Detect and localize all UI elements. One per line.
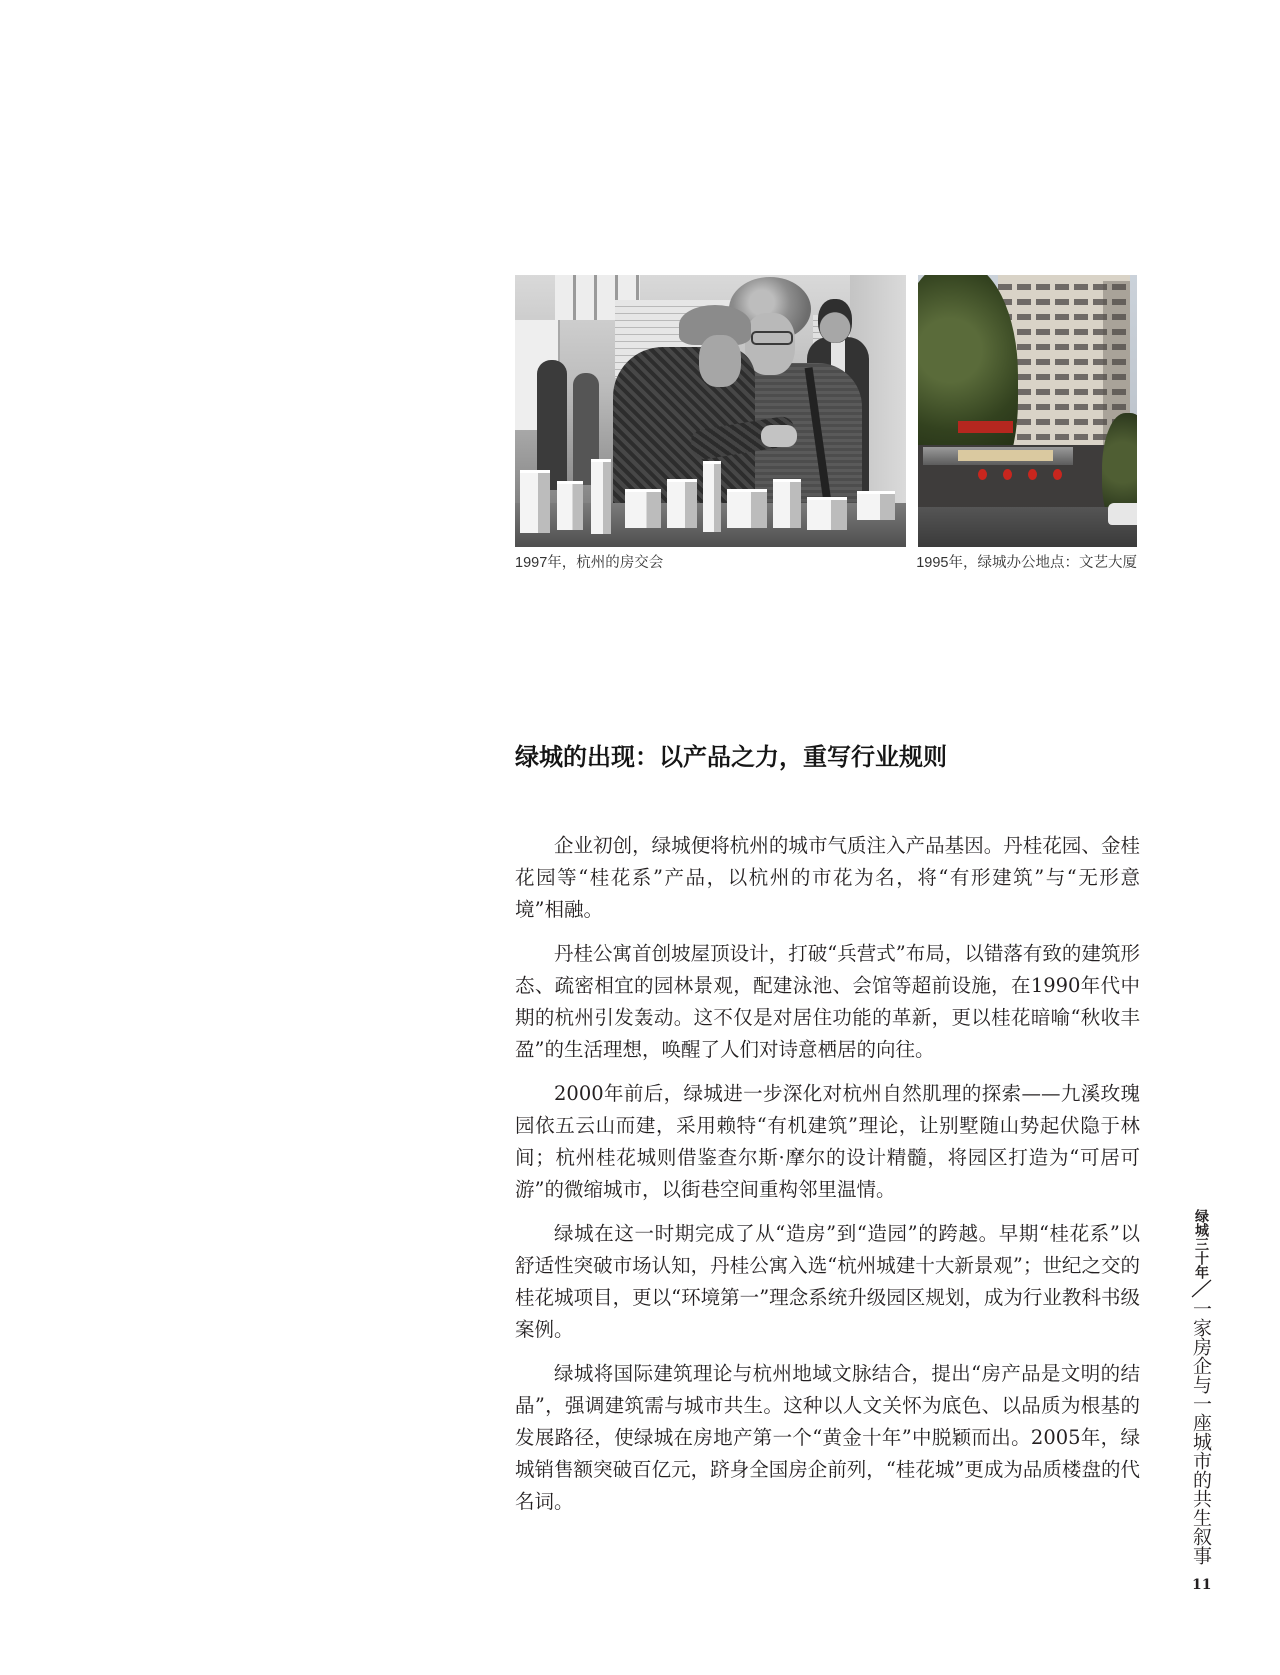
young-man-head (818, 299, 852, 343)
model-building (667, 479, 697, 528)
title-divider-slash (1190, 1279, 1212, 1298)
office-building-photo (918, 275, 1137, 547)
red-lantern (978, 469, 987, 480)
running-title-series: 绿城三十年 (1193, 1209, 1209, 1279)
running-title-subtitle: 一家房企与一座城市的共生叙事 (1190, 1299, 1212, 1565)
model-building (625, 489, 661, 528)
elderly-man-face (699, 335, 741, 387)
model-building (591, 459, 611, 534)
red-sign (958, 421, 1013, 433)
pointing-hand (761, 425, 797, 447)
model-building (557, 481, 583, 530)
body-paragraph: 绿城在这一时期完成了从“造房”到“造园”的跨越。早期“桂花系”以舒适性突破市场认知，丹桂公寓入选“杭州城建十大新景观”；世纪之交的桂花城项目，更以“环境第一”理念系统升级园区规划，成为行业教科书级案例。 (515, 1222, 1140, 1341)
parked-car (1108, 503, 1137, 525)
model-building (520, 470, 550, 533)
model-building (807, 497, 847, 530)
model-building (703, 461, 721, 532)
housing-fair-photo (515, 275, 906, 547)
red-lantern (1028, 469, 1037, 480)
page-number: 11 (1192, 1577, 1212, 1593)
red-lantern (1003, 469, 1012, 480)
body-paragraph: 绿城将国际建筑理论与杭州地域文脉结合，提出“房产品是文明的结晶”，强调建筑需与城市共生。这种以人文关怀为底色、以品质为根基的发展路径，使绿城在房地产第一个“黄金十年”中脱颖而出。2005年，绿城销售额突破百亿元，跻身全国房企前列，“桂花城”更成为品质楼盘的代名词。 (515, 1362, 1140, 1513)
photo-caption-housing-fair: 1997年，杭州的房交会 (515, 555, 664, 571)
body-paragraph: 企业初创，绿城便将杭州的城市气质注入产品基因。丹桂花园、金桂花园等“桂花系”产品，以杭州的市花为名，将“有形建筑”与“无形意境”相融。 (515, 834, 1140, 921)
body-paragraph: 2000年前后，绿城进一步深化对杭州自然肌理的探索——九溪玫瑰园依五云山而建，采用赖特“有机建筑”理论，让别墅随山势起伏隐于林间；杭州桂花城则借鉴查尔斯·摩尔的设计精髓，将园区打造为“可居可游”的微缩城市，以街巷空间重构邻里温情。 (515, 1082, 1140, 1201)
photo-caption-office-building: 1995年，绿城办公地点：文艺大厦 (916, 555, 1137, 571)
red-lantern (1053, 469, 1062, 480)
glasses (751, 331, 793, 345)
model-building (857, 491, 895, 520)
article (515, 740, 1140, 1530)
model-building (727, 489, 767, 528)
section-heading: 绿城的出现：以产品之力，重写行业规则 (515, 742, 947, 771)
building-signboard (958, 450, 1053, 461)
street (918, 507, 1137, 547)
body-paragraph: 丹桂公寓首创坡屋顶设计，打破“兵营式”布局，以错落有致的建筑形态、疏密相宜的园林景观，配建泳池、会馆等超前设施，在1990年代中期的杭州引发轰动。这不仅是对居住功能的革新，更以桂花暗喻“秋收丰盈”的生活理想，唤醒了人们对诗意栖居的向往。 (515, 942, 1140, 1061)
model-building (773, 479, 801, 528)
